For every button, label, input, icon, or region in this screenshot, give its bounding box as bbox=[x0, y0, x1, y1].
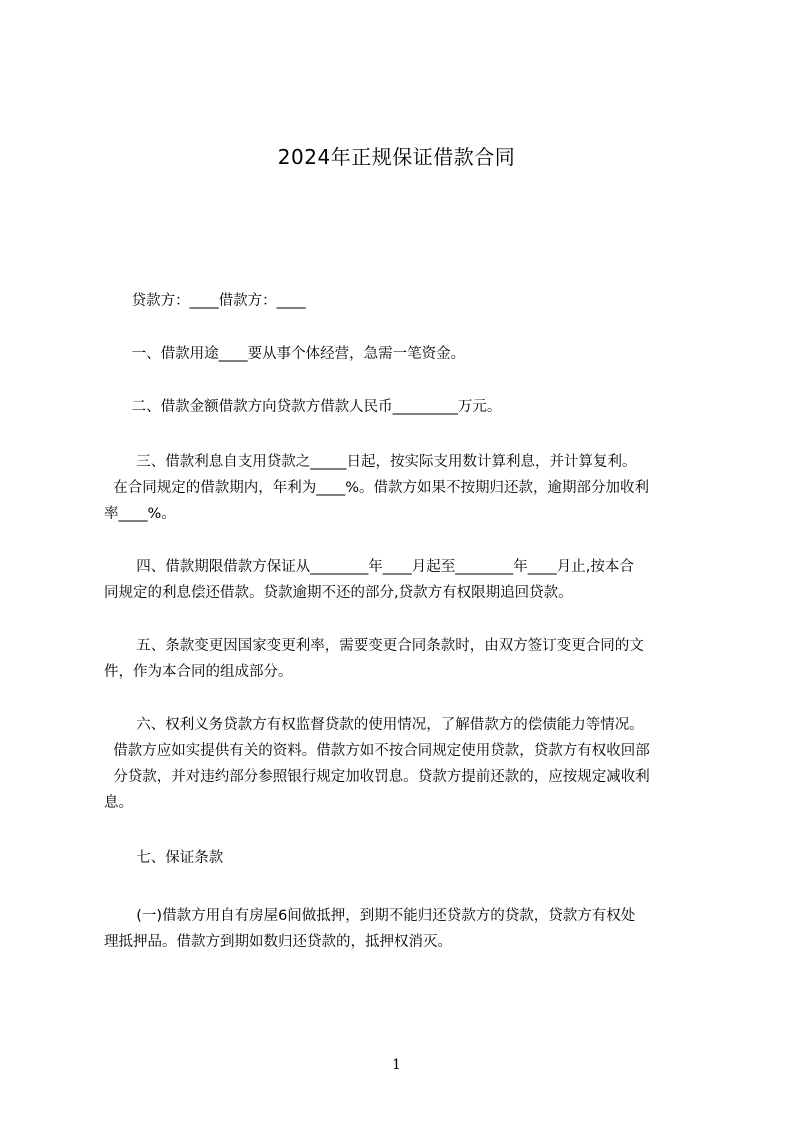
clause-7-paragraph bbox=[104, 845, 700, 871]
text-line: 五、条款变更因国家变更利率，需要变更合同条款时，由双方签订变更合同的文 bbox=[104, 638, 644, 654]
text-line: 六、权利义务贷款方有权监督贷款的使用情况，了解借款方的偿债能力等情况。 bbox=[104, 717, 644, 733]
text-line: 息。 bbox=[104, 795, 133, 811]
clause-4-paragraph bbox=[104, 554, 700, 606]
clause-6-paragraph bbox=[104, 712, 700, 816]
parties-paragraph bbox=[104, 288, 700, 314]
text-line: 率____%。 bbox=[104, 506, 176, 522]
document-title: 2024年正规保证借款合同 bbox=[277, 145, 516, 169]
text-line: 四、借款期限借款方保证从________年____月起至________年____月止,按本合 bbox=[104, 559, 634, 575]
clause-3-paragraph bbox=[104, 449, 700, 527]
text-line: 贷款方：____借款方：____ bbox=[104, 293, 306, 309]
page-number: 1 bbox=[392, 1057, 401, 1073]
text-line: 件，作为本合同的组成部分。 bbox=[104, 664, 293, 680]
text-line: 二、借款金额借款方向贷款方借款人民币_________万元。 bbox=[104, 399, 502, 415]
text-line: 借款方应如实提供有关的资料。借款方如不按合同规定使用贷款，贷款方有权收回部 bbox=[104, 743, 650, 759]
text-line: 一、借款用途____要从事个体经营，急需一笔资金。 bbox=[104, 346, 466, 362]
text-line: 理抵押品。借款方到期如数归还贷款的，抵押权消灭。 bbox=[104, 934, 452, 950]
clause-1-paragraph bbox=[104, 341, 700, 367]
clause-2-paragraph bbox=[104, 394, 700, 420]
text-line: 七、保证条款 bbox=[104, 850, 224, 866]
text-line: 同规定的利息偿还借款。贷款逾期不还的部分,贷款方有权限期追回贷款。 bbox=[104, 585, 573, 601]
clause-7-1-paragraph bbox=[104, 903, 700, 955]
text-line: 在合同规定的借款期内，年利为____%。借款方如果不按期归还款，逾期部分加收利 bbox=[104, 480, 649, 496]
text-line: (一)借款方用自有房屋6间做抵押，到期不能归还贷款方的贷款，贷款方有权处 bbox=[104, 908, 636, 924]
clause-5-paragraph bbox=[104, 633, 700, 685]
text-line: 分贷款，并对违约部分参照银行规定加收罚息。贷款方提前还款的，应按规定减收利 bbox=[104, 769, 650, 785]
text-line: 三、借款利息自支用贷款之_____日起，按实际支用数计算利息，并计算复利。 bbox=[104, 454, 637, 470]
